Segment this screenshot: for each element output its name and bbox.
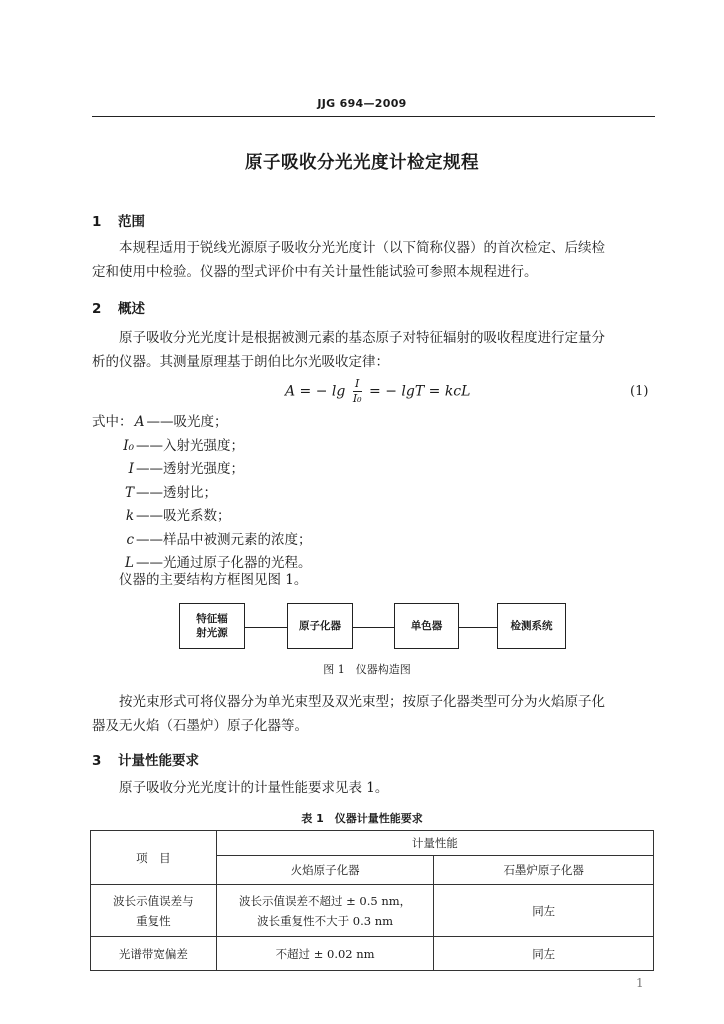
box-label: 射光源 [196,627,228,639]
section-2-line-1: 原子吸收分光光度计是根据被测元素的基态原子对特征辐射的吸收程度进行定量分 [119,330,605,346]
section-2-line-2: 析的仪器。其测量原理基于朗伯比尔光吸收定律： [92,354,389,370]
section-3-title: 计量性能要求 [118,753,199,769]
table-header-flame: 火焰原子化器 [216,856,434,885]
cell-line: 波长示值误差不超过 ± 0.5 nm， [238,893,412,908]
legend-symbol: T [124,484,134,501]
cell-line: 波长示值误差与 [113,893,194,908]
section-2-after [92,690,658,738]
legend-row [92,458,312,482]
diagram-box-atomizer [287,603,353,649]
section-2-number: 2 [92,301,102,317]
equation-number: (1) [630,384,649,399]
legend-symbol: A [134,414,145,430]
legend-row [92,411,312,435]
legend-desc: ——透射比； [136,484,217,501]
diagram-box-monochromator [394,603,459,649]
symbol-legend [92,411,312,576]
table-cell-flame: 不超过 ± 0.02 nm [216,937,434,971]
header-rule [92,116,655,117]
section-1-line-2: 定和使用中检验。仪器的型式评价中有关计量性能试验可参照本规程进行。 [92,264,538,280]
table-header-item: 项 目 [91,831,217,885]
cell-line: 波长重复性不大于 0.3 nm [257,913,394,928]
legend-desc: ——吸光系数； [136,508,231,524]
section-1-body [92,236,658,284]
table-header-furnace: 石墨炉原子化器 [434,856,654,885]
section-1-heading [92,210,145,230]
legend-row [92,505,312,529]
section-1-line-1: 本规程适用于锐线光源原子吸收分光光度计（以下简称仪器）的首次检定、后续检 [119,240,605,256]
formula-fraction [353,377,362,406]
legend-desc: ——入射光强度； [136,437,244,454]
table-header-group: 计量性能 [216,831,653,856]
table-cell-flame [216,885,434,937]
table-header-row [91,831,654,856]
table-cell-item [91,885,217,937]
section-2-title: 概述 [118,301,145,317]
formula-lhs: A = − lg [285,383,346,400]
table-row [91,885,654,937]
lambert-beer-formula [285,377,470,406]
table-cell-item: 光谱带宽偏差 [91,937,217,971]
figure-caption: 图 1 仪器构造图 [323,663,411,676]
section-2-body [92,326,658,374]
table-caption: 表 1 仪器计量性能要求 [301,812,423,825]
diagram-reference: 仪器的主要结构方框图见图 1。 [119,572,308,588]
section-2-after-line-2: 器及无火焰（石墨炉）原子化器等。 [92,718,308,734]
page-title: 原子吸收分光光度计检定规程 [245,153,479,173]
legend-desc: ——样品中被测元素的浓度； [136,531,312,548]
connector-line [353,627,394,628]
box-label: 特征辐 [196,613,228,625]
formula-denominator: I₀ [352,392,362,405]
diagram-box-detection-system [497,603,566,649]
section-1-title: 范围 [118,214,145,230]
legend-symbol: k [125,508,134,524]
cell-line: 重复性 [136,913,171,928]
table-row [91,937,654,971]
diagram-box-light-source [179,603,245,649]
section-2-heading [92,297,145,317]
legend-row [92,529,312,553]
section-3-line-1: 原子吸收分光光度计的计量性能要求见表 1。 [119,780,389,796]
section-3-number: 3 [92,753,102,769]
box-label: 单色器 [410,620,443,632]
formula-rhs: = − lgT = kcL [369,383,471,400]
legend-symbol: I [128,461,134,477]
legend-desc: ——透射光强度； [136,461,244,477]
document-code: JJG 694—2009 [317,97,407,110]
section-1-number: 1 [92,214,102,230]
page-number: 1 [636,976,644,990]
legend-intro: 式中： [92,414,133,430]
section-2-after-line-1: 按光束形式可将仪器分为单光束型及双光束型；按原子化器类型可分为火焰原子化 [119,694,605,710]
legend-row [92,435,312,459]
legend-symbol: I₀ [123,437,134,454]
legend-symbol: c [126,531,134,548]
formula-numerator: I [353,377,362,392]
metrology-table [90,830,654,971]
table-cell-furnace: 同左 [434,885,654,937]
box-label: 原子化器 [299,620,341,632]
legend-row [92,482,312,506]
section-3-heading [92,749,199,769]
connector-line [245,627,287,628]
box-label: 检测系统 [510,620,553,632]
legend-symbol: L [125,555,134,571]
connector-line [459,627,497,628]
table-cell-furnace: 同左 [434,937,654,971]
legend-desc: ——光通过原子化器的光程。 [136,555,312,571]
legend-desc: ——吸光度； [146,414,228,430]
